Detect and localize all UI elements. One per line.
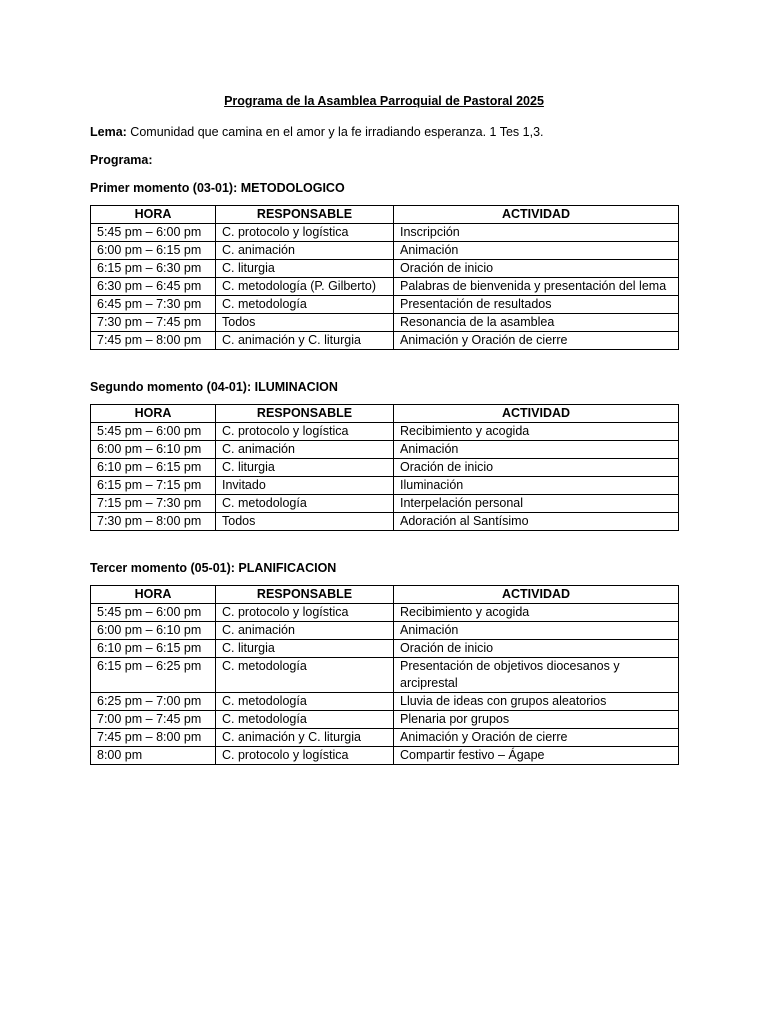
cell-responsable: C. liturgia [216,459,394,477]
table-row [91,495,679,513]
cell-actividad: Animación [394,441,679,459]
programa-label: Programa: [90,153,153,167]
header-hora: HORA [91,586,216,604]
schedule-section [90,378,678,559]
cell-responsable: C. protocolo y logística [216,224,394,242]
cell-hora: 6:00 pm – 6:15 pm [91,242,216,260]
table-row [91,296,679,314]
cell-hora: 6:00 pm – 6:10 pm [91,622,216,640]
cell-responsable: Todos [216,314,394,332]
section-heading [90,559,678,577]
table-row [91,441,679,459]
schedule-section [90,559,678,765]
cell-responsable: C. metodología [216,693,394,711]
cell-actividad: Oración de inicio [394,640,679,658]
cell-actividad: Oración de inicio [394,260,679,278]
cell-responsable: C. animación [216,622,394,640]
section-heading-text: Tercer momento (05-01): PLANIFICACION [90,561,337,575]
cell-responsable: C. metodología [216,495,394,513]
cell-actividad: Interpelación personal [394,495,679,513]
table-row [91,477,679,495]
section-heading [90,378,678,396]
schedule-table [90,585,679,765]
table-row [91,693,679,711]
cell-responsable: C. protocolo y logística [216,747,394,765]
cell-actividad: Presentación de objetivos diocesanos y arciprestal [394,658,679,693]
cell-responsable: C. metodología [216,296,394,314]
table-row [91,332,679,350]
schedule-table [90,404,679,531]
section-spacer [90,531,678,559]
table-row [91,747,679,765]
cell-hora: 6:30 pm – 6:45 pm [91,278,216,296]
header-actividad: ACTIVIDAD [394,586,679,604]
table-row [91,423,679,441]
cell-responsable: C. metodología [216,711,394,729]
lema-line [90,123,678,141]
cell-responsable: C. protocolo y logística [216,604,394,622]
table-row [91,711,679,729]
cell-actividad: Recibimiento y acogida [394,423,679,441]
cell-actividad: Palabras de bienvenida y presentación del lema [394,278,679,296]
document-page [90,92,678,765]
cell-hora: 6:10 pm – 6:15 pm [91,640,216,658]
section-heading-text: Segundo momento (04-01): ILUMINACION [90,380,338,394]
table-header-row [91,586,679,604]
table-row [91,224,679,242]
cell-responsable: C. animación [216,242,394,260]
table-row [91,242,679,260]
cell-hora: 6:10 pm – 6:15 pm [91,459,216,477]
section-heading-text: Primer momento (03-01): METODOLOGICO [90,181,345,195]
cell-hora: 5:45 pm – 6:00 pm [91,423,216,441]
cell-hora: 7:15 pm – 7:30 pm [91,495,216,513]
schedule-section [90,179,678,378]
cell-actividad: Lluvia de ideas con grupos aleatorios [394,693,679,711]
header-hora: HORA [91,405,216,423]
cell-hora: 6:15 pm – 7:15 pm [91,477,216,495]
cell-hora: 6:25 pm – 7:00 pm [91,693,216,711]
cell-responsable: C. animación y C. liturgia [216,332,394,350]
cell-hora: 6:15 pm – 6:25 pm [91,658,216,693]
section-heading [90,179,678,197]
table-row [91,459,679,477]
document-title: Programa de la Asamblea Parroquial de Pastoral 2025 [224,94,544,108]
cell-hora: 8:00 pm [91,747,216,765]
cell-hora: 5:45 pm – 6:00 pm [91,604,216,622]
schedule-sections [90,179,678,765]
table-row [91,513,679,531]
lema-text: Comunidad que camina en el amor y la fe irradiando esperanza. 1 Tes 1,3. [126,125,544,139]
table-row [91,658,679,693]
cell-actividad: Animación y Oración de cierre [394,729,679,747]
cell-hora: 7:45 pm – 8:00 pm [91,729,216,747]
header-hora: HORA [91,206,216,224]
cell-responsable: C. metodología [216,658,394,693]
cell-actividad: Recibimiento y acogida [394,604,679,622]
cell-hora: 5:45 pm – 6:00 pm [91,224,216,242]
cell-hora: 7:00 pm – 7:45 pm [91,711,216,729]
cell-responsable: C. animación [216,441,394,459]
table-row [91,640,679,658]
table-row [91,314,679,332]
cell-responsable: C. metodología (P. Gilberto) [216,278,394,296]
table-row [91,278,679,296]
cell-actividad: Animación y Oración de cierre [394,332,679,350]
cell-actividad: Iluminación [394,477,679,495]
section-spacer [90,350,678,378]
cell-actividad: Plenaria por grupos [394,711,679,729]
cell-actividad: Compartir festivo – Ágape [394,747,679,765]
header-responsable: RESPONSABLE [216,405,394,423]
cell-responsable: C. liturgia [216,260,394,278]
table-header-row [91,206,679,224]
cell-actividad: Inscripción [394,224,679,242]
cell-responsable: C. animación y C. liturgia [216,729,394,747]
header-responsable: RESPONSABLE [216,586,394,604]
header-responsable: RESPONSABLE [216,206,394,224]
cell-actividad: Animación [394,622,679,640]
cell-actividad: Presentación de resultados [394,296,679,314]
table-row [91,622,679,640]
cell-hora: 7:45 pm – 8:00 pm [91,332,216,350]
cell-actividad: Animación [394,242,679,260]
cell-actividad: Adoración al Santísimo [394,513,679,531]
header-actividad: ACTIVIDAD [394,405,679,423]
table-row [91,729,679,747]
cell-responsable: Invitado [216,477,394,495]
cell-actividad: Resonancia de la asamblea [394,314,679,332]
cell-responsable: C. liturgia [216,640,394,658]
cell-hora: 6:00 pm – 6:10 pm [91,441,216,459]
cell-hora: 7:30 pm – 8:00 pm [91,513,216,531]
cell-hora: 6:45 pm – 7:30 pm [91,296,216,314]
table-row [91,604,679,622]
cell-responsable: C. protocolo y logística [216,423,394,441]
table-header-row [91,405,679,423]
lema-label: Lema: [90,125,127,139]
cell-hora: 6:15 pm – 6:30 pm [91,260,216,278]
cell-actividad: Oración de inicio [394,459,679,477]
header-actividad: ACTIVIDAD [394,206,679,224]
cell-responsable: Todos [216,513,394,531]
cell-hora: 7:30 pm – 7:45 pm [91,314,216,332]
schedule-table [90,205,679,350]
table-row [91,260,679,278]
